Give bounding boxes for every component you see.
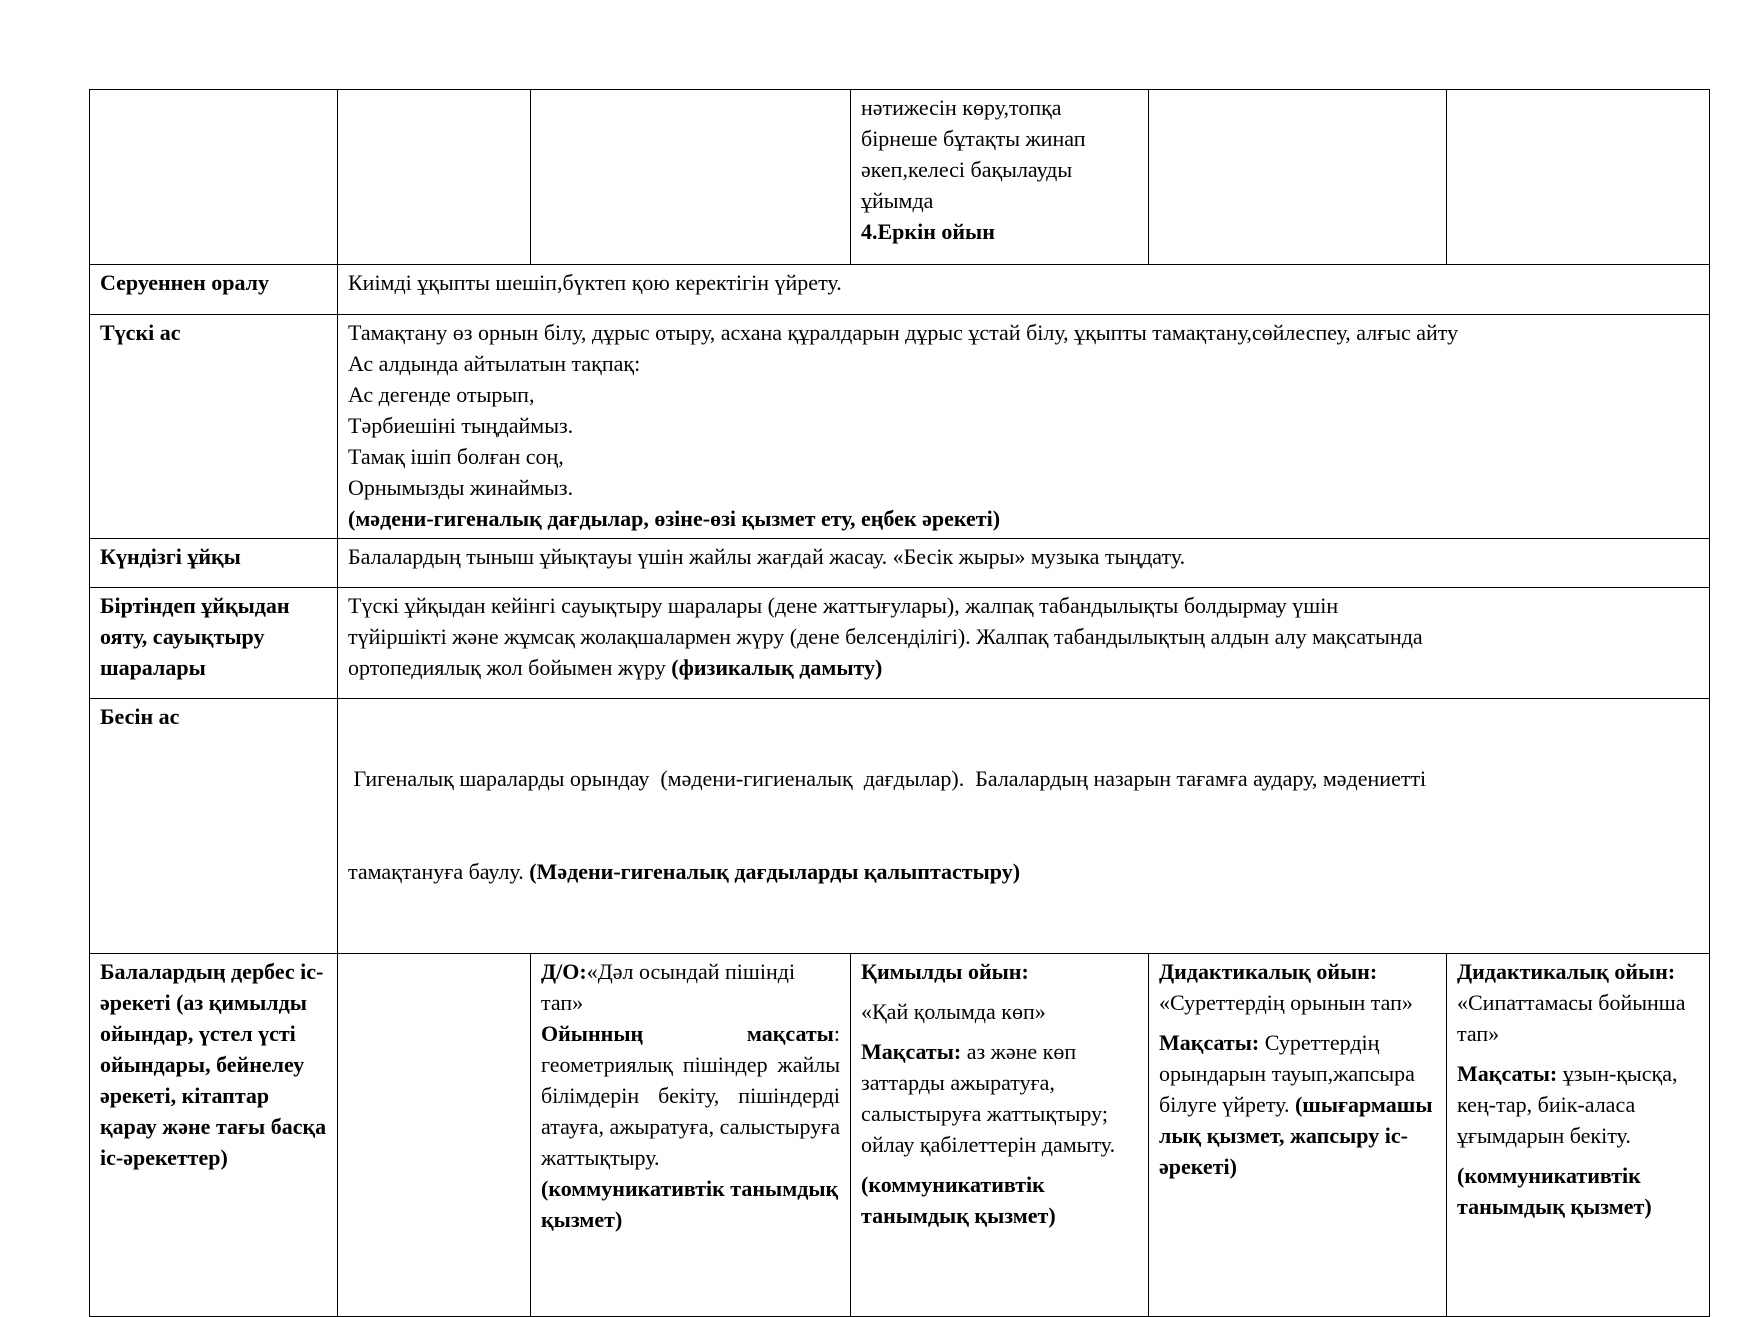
game-type-label: Дидактикалық ойын: xyxy=(1159,959,1378,984)
text-line: Тамақ ішіп болған соң, xyxy=(348,444,564,469)
row-label-wake-up: Біртіндеп ұйқыдан ояту, сауықтыру шаралары xyxy=(90,588,338,699)
row-label-snack: Бесін ас xyxy=(90,699,338,954)
active-game-cell xyxy=(851,954,1149,1317)
row-label-nap: Күндізгі ұйқы xyxy=(90,539,338,588)
picture-game-goal xyxy=(1159,1027,1436,1182)
text-line: Тәрбиешіні тыңдаймыз. xyxy=(348,413,574,438)
cell-empty xyxy=(1447,90,1710,265)
physical-development-note: (физикалық дамыту) xyxy=(671,655,883,680)
row-label-lunch: Түскі ас xyxy=(90,315,338,539)
row-label-independent-activity: Балалардың дербес іс-әрекеті (аз қимылды ойындар, үстел үсті ойындары, бейнелеу әрекеті, кітаптар қарау және тағы басқа іс-әрекеттер) xyxy=(90,954,338,1317)
activity-type-note: (коммуникативтік танымдық қызмет) xyxy=(1457,1163,1652,1219)
shape-game-title xyxy=(541,956,840,1018)
cell-empty xyxy=(338,90,531,265)
table-row-wake-up xyxy=(90,588,1710,699)
cell-empty xyxy=(338,954,531,1317)
shape-game-goal xyxy=(541,1018,840,1173)
table-row-return xyxy=(90,265,1710,315)
table-row-snack xyxy=(90,699,1710,954)
cell-empty xyxy=(1149,90,1447,265)
free-play-heading: 4.Еркін ойын xyxy=(861,219,995,244)
text-line: Орнымызды жинаймыз. xyxy=(348,475,574,500)
text-line: Ас алдында айтылатын тақпақ: xyxy=(348,351,641,376)
nap-text: Балалардың тыныш ұйықтауы үшін жайлы жағдай жасау. «Бесік жыры» музыка тыңдату. xyxy=(338,539,1710,588)
activity-type-note: (шығармашы лық қызмет, жапсыру іс-әрекеті) xyxy=(1159,1092,1433,1179)
daily-plan-table xyxy=(89,89,1710,1317)
goal-label: Мақсаты: xyxy=(861,1039,962,1064)
description-game-cell xyxy=(1447,954,1710,1317)
text-run: тамақтануға баулу. xyxy=(348,859,530,884)
text-line: әкеп,келесі бақылауды xyxy=(861,157,1073,182)
hygiene-skills-note: (Мәдени-гигеналық дағдыларды қалыптастыру) xyxy=(529,859,1021,884)
activity-type-note: (коммуникативтік танымдық қызмет) xyxy=(861,1172,1056,1228)
text-run: ортопедиялық жол бойымен жүру xyxy=(348,655,672,680)
row-label-return: Серуеннен оралу xyxy=(90,265,338,315)
game-name: «Қай қолымда көп» xyxy=(861,999,1046,1024)
text-line: нәтижесін көру,топқа xyxy=(861,95,1062,120)
game-name: «Дәл осындай пішінді тап» xyxy=(541,959,796,1015)
text-line: Тамақтану өз орнын білу, дұрыс отыру, асхана құралдарын дұрыс ұстай білу, ұқыпты тамақтану,сөйлеспеу, алғыс айту xyxy=(348,320,1459,345)
goal-text: Суреттердің орындарын тауып,жапсыра білуге үйрету. xyxy=(1159,1030,1415,1117)
text-line: Гигеналық шараларды орындау (мәдени-гигиеналық дағдылар). Балалардың назарын тағамға аудару, мәдениетті xyxy=(348,766,1427,791)
goal-label: Мақсаты: xyxy=(1159,1030,1260,1055)
goal-label: Мақсаты: xyxy=(1457,1061,1558,1086)
table-row-walk-continued xyxy=(90,90,1710,265)
game-name: «Суреттердің орынын тап» xyxy=(1159,990,1413,1015)
game-type-label: Д/О: xyxy=(541,959,587,984)
activity-type-note: (коммуникативтік танымдық қызмет) xyxy=(541,1176,839,1232)
text-line: ұйымда xyxy=(861,188,934,213)
goal-text: : геометриялық пішіндер жайлы білімдерін бекіту, пішіндерді атауға, ажыратуға, салыстыруға жаттықтыру. xyxy=(541,1021,840,1170)
game-type-label: Қимылды ойын: xyxy=(861,959,1029,984)
active-game-goal xyxy=(861,1036,1138,1160)
shape-game-cell xyxy=(531,954,851,1317)
text-line: түйіршікті және жұмсақ жолақшалармен жүру (дене белсенділігі). Жалпақ табандылықтың алдын алу мақсатында xyxy=(348,624,1423,649)
goal-text: ұзын-қысқа, кең-тар, биік-аласа ұғымдарын бекіту. xyxy=(1457,1061,1678,1148)
game-name: «Сипаттамасы бойынша тап» xyxy=(1457,990,1686,1046)
table-row-lunch xyxy=(90,315,1710,539)
text-line: Ас дегенде отырып, xyxy=(348,382,535,407)
game-type-label: Дидактикалық ойын: xyxy=(1457,959,1676,984)
lunch-skills-note: (мәдени-гигеналық дағдылар, өзіне-өзі қызмет ету, еңбек әрекеті) xyxy=(348,506,1001,531)
table-row-independent-activity xyxy=(90,954,1710,1317)
table-row-nap xyxy=(90,539,1710,588)
goal-text: аз және көп заттарды ажыратуға, салыстыруға жаттықтыру; ойлау қабілеттерін дамыту. xyxy=(861,1039,1116,1157)
picture-game-cell xyxy=(1149,954,1447,1317)
text-line: Түскі ұйқыдан кейінгі сауықтыру шаралары (дене жаттығулары), жалпақ табандылықты болдырмау үшін xyxy=(348,593,1339,618)
goal-label: Ойынның мақсаты xyxy=(541,1021,834,1046)
cell-walk-text xyxy=(851,90,1149,265)
cell-empty xyxy=(90,90,338,265)
snack-text xyxy=(338,699,1710,954)
description-game-goal xyxy=(1457,1058,1699,1151)
wake-up-text xyxy=(338,588,1710,699)
text-line xyxy=(348,856,1699,887)
lunch-text xyxy=(338,315,1710,539)
cell-empty xyxy=(531,90,851,265)
text-line xyxy=(348,652,1699,683)
return-text: Киімді ұқыпты шешіп,бүктеп қою керектігін үйрету. xyxy=(338,265,1710,315)
text-line: бірнеше бұтақты жинап xyxy=(861,126,1086,151)
